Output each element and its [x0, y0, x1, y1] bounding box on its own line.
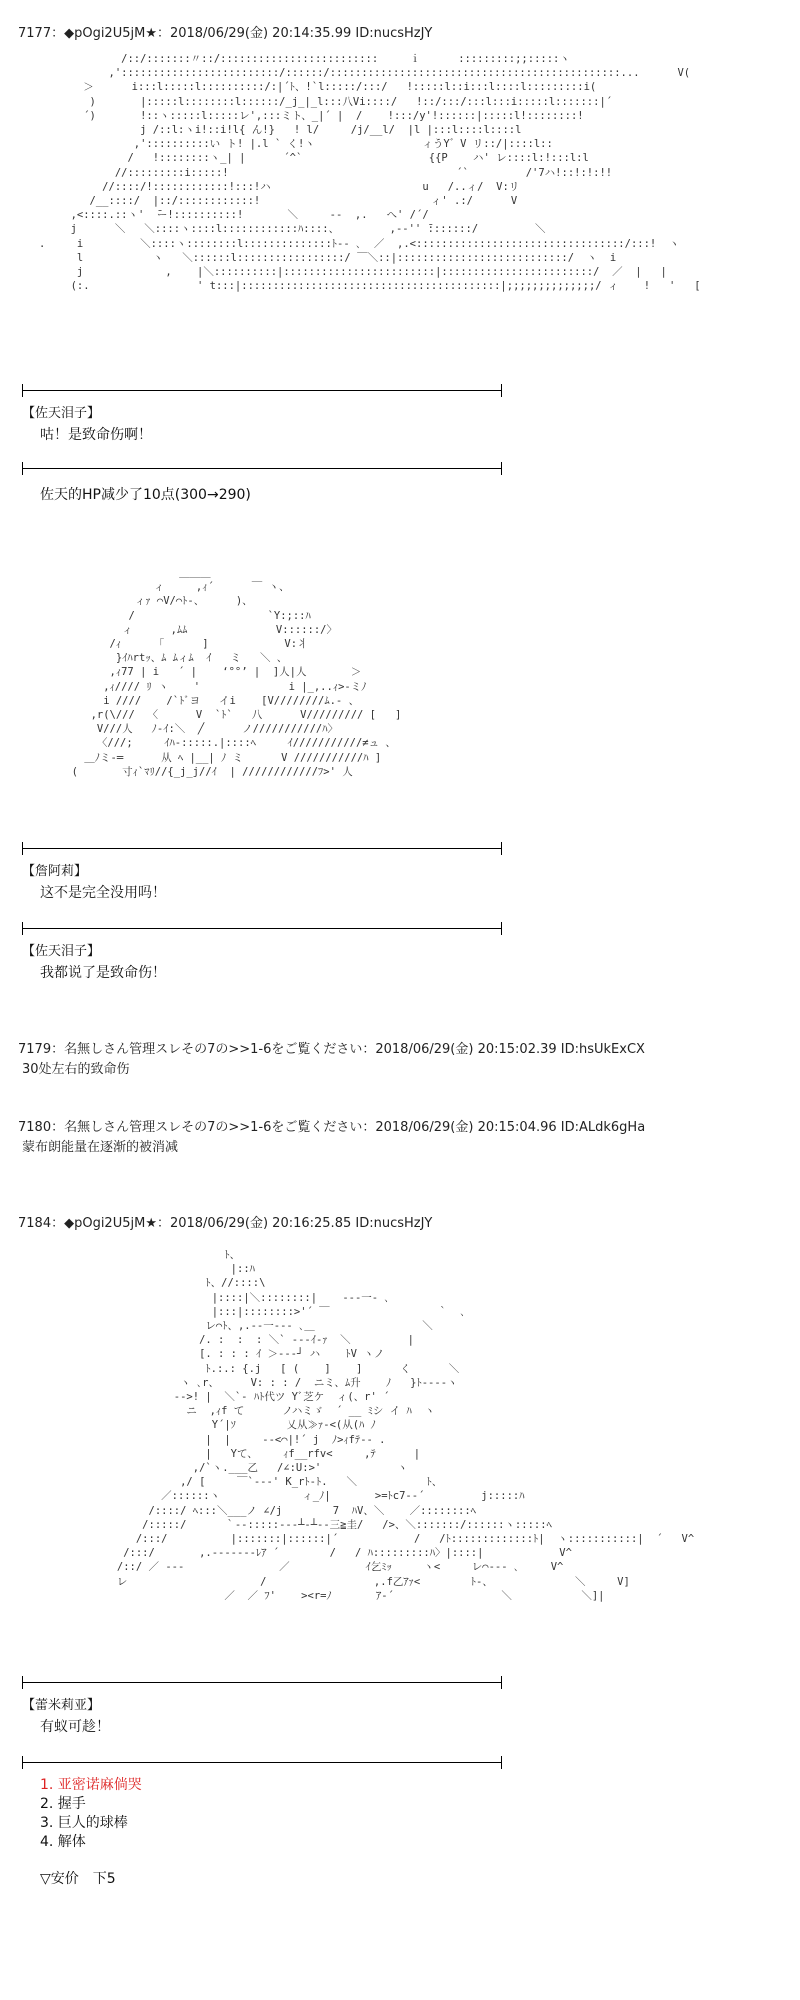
divider [22, 390, 502, 391]
post-header: 7184：◆pOgi2U5jM★：2018/06/29(金) 20:16:25.85 ID:nucsHzJY [18, 1216, 433, 1231]
choice-item: 3. 巨人的球棒 [40, 1815, 128, 1831]
dialogue-line: 这不是完全没用吗！ [40, 885, 166, 901]
speaker-name: 【詹阿莉】 [22, 864, 88, 879]
speaker-name: 【佐天泪子】 [22, 944, 101, 959]
divider [22, 928, 502, 929]
choice-item: 4. 解体 [40, 1834, 86, 1850]
ascii-art-remilia: ﾄ、 |::ﾊ ﾄ、//::::\ |::::|＼::::::::| ‐‐‐一‐ ､ |:::|::::::::>'´ ￣ ｀ ､ レ⌒ﾄ、,.‐‐一‐‐‐ ､＿ ＼ /. : : : ＼` ‐‐‐ｲ‐ｧ ＼ | [. : : : ｲ ＞‐‐‐┘ ハ ﾄV ヽノ ﾄ.:.: {.j [ ( ] ] く ＼ ヽ ､r、 V: : : / ニミ、ﾑ升 ﾉ }ﾄ‐‐‐-ヽ ‐‐>! | ＼`‐ ﾊﾄ代ツ Yﾞ芝ケ ィ(、r' ´ ニ ,ｨf て ノハミゞ ´ __ ﾐシ イ ﾊ ヽ Y´|ｿ 乂从≫ｧ-<(从(ﾊ ﾉ | | ‐‐<⌒|!´ j ﾉ>ｨfﾃ-‐ . | Yて、 ｨf__rfv< ,ﾃ | ,/`ヽ.___乙 /∠:U:>' ヽ ,/ [ ￣`‐‐-' K_rﾄ-ﾄ. ＼ ﾄ、 ／::::::ヽ ィ_ﾉ| >=ﾄc7‐‐´ j:::::ﾊ /::::/ ﾍ:::＼___ノ ∠/j 7 ﾊV、＼ ／::::::::ﾍ /:::::/ ｀‐‐:::::‐‐‐┴‐┴‐‐三≧圭/ />、＼:::::::/::::::ヽ:::::ﾍ /:::/ |:::::::|::::::|´ / /ﾄ:::::::::::::ﾄ| ヽ:::::::::::| ´ V^ /:::/ ,.‐‐‐‐‐‐‐ﾚｱ ´ / / ﾊ:::::::::ﾊ〉|::::| V^ /::/ ／ ‐‐‐ ／ ｲ乞ﾐｯ ヽ< レ⌒‐‐‐ ､ V^ レ / ,.f乙ｱｧ< ﾄ-、 ＼ V] ／ ／ ﾌ' ><r=ﾉ ｱ‐´ ＼ ＼]| [116, 1249, 695, 1602]
dialogue-line: 有蚁可趁！ [40, 1719, 110, 1735]
dialogue-line: 咕！是致命伤啊！ [40, 427, 152, 443]
divider [22, 1682, 502, 1683]
divider [22, 1762, 502, 1763]
ascii-art-character: ＿＿＿ ィ ,ｨ´ ￣ ヽ、 ィｧ ⌒V/⌒ﾄ‐、 )、 / `Y:;::ﾊ ィ ,ﾑﾑ V::::::/〉 /ｨ ｢ ] V:丬 }ｲﾊrtｯ、ﾑ ﾑィﾑ ｲ ミ ＼ 、 ,ｨ77 | i ´ | ‘°°’ | ]人|人 ＞ ,ｨ//// ﾘ ヽ ' i |_,..ｨ>-ミﾉ i //// /`ﾄﾞヨ イi [V////////ﾑ.- 、 ,r(\/// 〈 V `ﾄ` 八 V///////// [ ] V///人 ﾉ-ｲ:＼ ╱ ノ///////////ﾊ〉 〈///; ｲﾊ-:::::.|::::ﾍ ｲ///////////≠ュ 、 ＿ﾉミ-═ 从 ﾍ |__| ﾉ ミ V ///////////ﾊ ] ( 寸ｨ`ﾏﾘ//{_j_j//ｲ | ////////////ﾌ>' 人 [71, 567, 402, 778]
reply-body: 蒙布朗能量在逐渐的被消减 [22, 1140, 179, 1155]
speaker-name: 【蕾米莉亚】 [22, 1698, 101, 1713]
dialogue-line: 我都说了是致命伤！ [40, 965, 166, 981]
reply-body: 30处左右的致命伤 [22, 1062, 130, 1077]
choice-item: 1. 亚密诺麻倘哭 [40, 1777, 142, 1793]
vote-footer: ▽安价 下5 [40, 1871, 116, 1887]
divider [22, 848, 502, 849]
divider [22, 468, 502, 469]
speaker-name: 【佐天泪子】 [22, 406, 101, 421]
post-header: 7177：◆pOgi2U5jM★：2018/06/29(金) 20:14:35.99 ID:nucsHzJY [18, 26, 433, 41]
post-header: 7179：名無しさん管理スレその7の>>1-6をご覧ください：2018/06/29(金) 20:15:02.39 ID:hsUkExCX [18, 1042, 645, 1057]
narration-line: 佐天的HP减少了10点(300→290) [40, 487, 251, 503]
choice-item: 2. 握手 [40, 1796, 86, 1812]
post-header: 7180：名無しさん管理スレその7の>>1-6をご覧ください：2018/06/29(金) 20:15:04.96 ID:ALdk6gHa [18, 1120, 646, 1135]
ascii-art-saten: /::/:::::::〃::/::::::::::::::::::::::::: ｉ :::::::::;;:::::ヽ ,':::::::::::::::::::::::::/::::::/::::::::::::::::::::::::::::::::::::::::::::::... V( ＞ i:::l:::::l::::::::::/:|´ﾄ、!`l:::::/:::/ !:::::l::i:::l::::l:::::::::i( ) |:::::l::::::::l::::::/_j_|_l:::八Vi::::/ !::/:::/:::l:::i:::::l:::::::|´ ´) !::ヽ:::::l:::::レ',:::ミト、_|´ | / !:::/y'!::::::|:::::l!::::::::! j /::l:ヽi!::i!l{ ん!} ! l/ /j/__l/ |l |:::l::::l::::l ,'::::::::::い ト! |.l ` く!ヽ ィうY゛V リ::/|::::l:: / !::::::::ヽ_| | ´^` {{P ハ' レ::::l:!:::l:l //:::::::::i:::::! ´` /'7ハ!::!:!:!! //::::/!::::::::::::!:::!ハ u /..ィ/ V:リ /__::::/ |::/::::::::::::! ィ' .:/ V ,<::::.::ヽ' ̄ー!::::::::::! ＼ ‐‐ ,. へ' /´/ j ＼ ＼::::ヽ::::l::::::::::::ﾊ::::、 ,‐‐'' ̄:::::::/ ＼ . i ＼::::ヽ::::::::l::::::::::::::ﾄ‐- ､ ／ ,.<:::::::::::::::::::::::::::::::::/:::! ヽ l ヽ ＼::::::l:::::::::::::::::/ ￣＼::|:::::::::::::::::::::::::::/ ヽ i j , |＼::::::::::|::::::::::::::::::::::::|::::::::::::::::::::::::/ ／ | | (:. ' t:::|:::::::::::::::::::::::::::::::::::::::::|;;;;;;;;;;;;;;/ ィ ! ' [ [38, 53, 701, 293]
